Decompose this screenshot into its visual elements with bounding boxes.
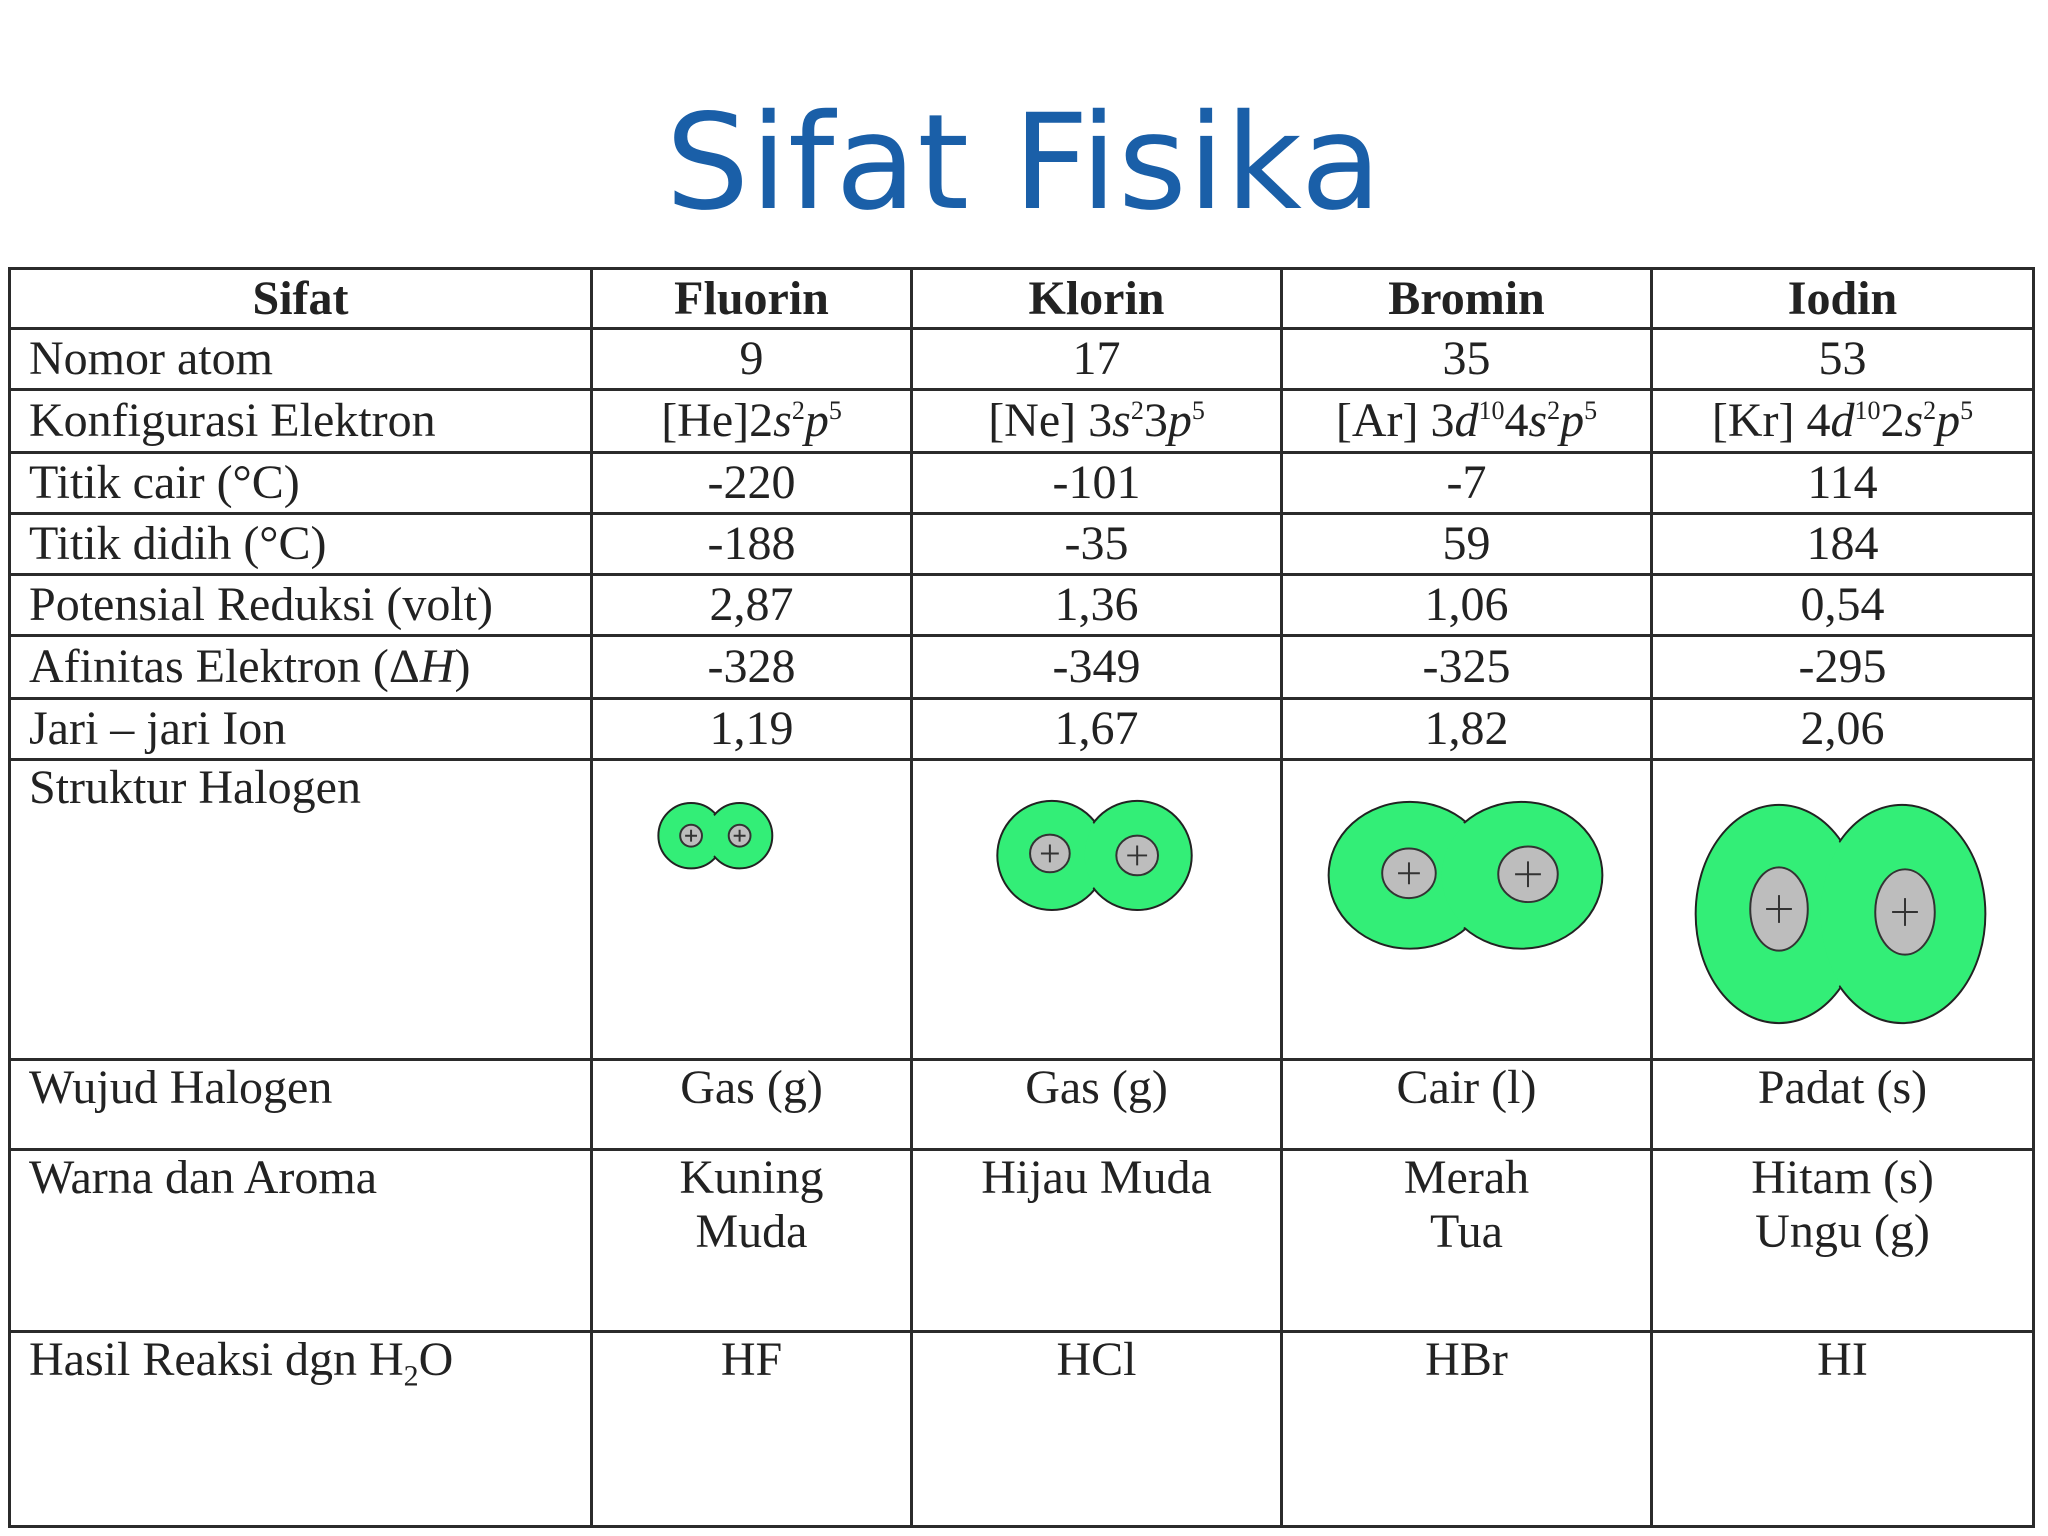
value-cell: HI	[1652, 1332, 2034, 1527]
row-wujud-halogen	[10, 1060, 2034, 1150]
config-electron-count: 2	[1923, 396, 1937, 425]
config-orbital: s	[773, 394, 792, 447]
label-text: Hasil Reaksi dgn H	[29, 1333, 404, 1386]
label-konfigurasi: Konfigurasi Elektron	[10, 390, 592, 453]
config-shell-number: 4	[1504, 394, 1529, 447]
header-sifat: Sifat	[10, 269, 592, 329]
label-text: )	[454, 640, 471, 693]
value-line: Hitam (s)	[1751, 1151, 1934, 1204]
config-orbital: s	[1112, 394, 1131, 447]
value-cell: HBr	[1282, 1332, 1652, 1527]
label-hasil-reaksi	[10, 1332, 592, 1527]
config-electron-count: 10	[1478, 396, 1505, 425]
value-cell: -325	[1282, 636, 1652, 699]
config-electron-count: 5	[1191, 396, 1205, 425]
config-shell-number: 3	[1143, 394, 1168, 447]
value-cell: 1,82	[1282, 699, 1652, 760]
label-titik-cair: Titik cair (°C)	[10, 453, 592, 514]
row-afinitas-elektron	[10, 636, 2034, 699]
config-core: [Ar] 3	[1335, 394, 1455, 447]
value-cell: HF	[592, 1332, 912, 1527]
config-cell	[912, 390, 1282, 453]
config-orbital: d	[1454, 394, 1479, 447]
header-klorin: Klorin	[912, 269, 1282, 329]
value-cell: 35	[1282, 329, 1652, 390]
value-cell: -328	[592, 636, 912, 699]
value-line: Kuning	[679, 1151, 824, 1204]
row-warna-aroma	[10, 1150, 2034, 1332]
value-line: Muda	[695, 1205, 808, 1258]
structure-cell	[1282, 760, 1652, 1060]
label-afinitas-elektron	[10, 636, 592, 699]
structure-cell	[912, 760, 1282, 1060]
value-cell	[1652, 1150, 2034, 1332]
value-cell: -35	[912, 514, 1282, 575]
label-jari-jari-ion: Jari – jari Ion	[10, 699, 592, 760]
value-cell: 1,06	[1282, 575, 1652, 636]
row-hasil-reaksi	[10, 1332, 2034, 1527]
label-italic: H	[419, 640, 455, 693]
value-cell: 9	[592, 329, 912, 390]
iodine-molecule-diagram	[1653, 761, 2032, 1058]
header-row	[10, 269, 2034, 329]
config-electron-count: 5	[1584, 396, 1598, 425]
value-line: Ungu (g)	[1755, 1205, 1930, 1258]
config-orbital: p	[1936, 394, 1961, 447]
value-cell	[592, 1150, 912, 1332]
value-cell: Gas (g)	[912, 1060, 1282, 1150]
structure-cell	[592, 760, 912, 1060]
value-cell: 53	[1652, 329, 2034, 390]
label-warna-aroma: Warna dan Aroma	[10, 1150, 592, 1332]
config-cell	[592, 390, 912, 453]
row-nomor-atom	[10, 329, 2034, 390]
row-konfigurasi	[10, 390, 2034, 453]
value-cell: -7	[1282, 453, 1652, 514]
row-jari-jari-ion	[10, 699, 2034, 760]
structure-cell	[1652, 760, 2034, 1060]
value-cell	[912, 1150, 1282, 1332]
bromine-molecule-diagram	[1283, 761, 1650, 1058]
value-cell: Padat (s)	[1652, 1060, 2034, 1150]
row-titik-didih	[10, 514, 2034, 575]
label-subscript: 2	[403, 1359, 419, 1393]
label-titik-didih: Titik didih (°C)	[10, 514, 592, 575]
label-nomor-atom: Nomor atom	[10, 329, 592, 390]
row-titik-cair	[10, 453, 2034, 514]
config-orbital: p	[804, 394, 829, 447]
value-cell: 0,54	[1652, 575, 2034, 636]
value-cell: 1,67	[912, 699, 1282, 760]
value-line: Tua	[1430, 1205, 1503, 1258]
value-cell: 114	[1652, 453, 2034, 514]
fluorine-molecule-diagram	[593, 761, 910, 1058]
label-wujud-halogen: Wujud Halogen	[10, 1060, 592, 1150]
label-potensial-reduksi: Potensial Reduksi (volt)	[10, 575, 592, 636]
value-cell: -220	[592, 453, 912, 514]
config-orbital: s	[1904, 394, 1924, 447]
header-iodin: Iodin	[1652, 269, 2034, 329]
config-core: [Kr] 4	[1711, 394, 1831, 447]
chlorine-molecule-diagram	[913, 761, 1280, 1058]
value-cell: 184	[1652, 514, 2034, 575]
header-fluorin: Fluorin	[592, 269, 912, 329]
value-cell: Cair (l)	[1282, 1060, 1652, 1150]
header-bromin: Bromin	[1282, 269, 1652, 329]
value-cell: 17	[912, 329, 1282, 390]
config-electron-count: 2	[1130, 396, 1144, 425]
config-cell	[1282, 390, 1652, 453]
config-electron-count: 2	[1547, 396, 1561, 425]
config-orbital: d	[1830, 394, 1855, 447]
config-orbital: p	[1167, 394, 1192, 447]
config-orbital: s	[1528, 394, 1548, 447]
label-struktur-halogen: Struktur Halogen	[10, 760, 592, 1060]
value-line: Merah	[1403, 1151, 1530, 1204]
value-cell: HCl	[912, 1332, 1282, 1527]
value-cell: 59	[1282, 514, 1652, 575]
value-cell: -349	[912, 636, 1282, 699]
config-electron-count: 2	[791, 396, 805, 425]
value-cell: 2,06	[1652, 699, 2034, 760]
row-potensial-reduksi	[10, 575, 2034, 636]
value-cell: 2,87	[592, 575, 912, 636]
value-cell: 1,19	[592, 699, 912, 760]
page-title: Sifat Fisika	[665, 86, 1383, 240]
value-cell: -295	[1652, 636, 2034, 699]
value-cell: -188	[592, 514, 912, 575]
config-cell	[1652, 390, 2034, 453]
label-text: O	[418, 1333, 454, 1386]
value-cell: -101	[912, 453, 1282, 514]
config-orbital: p	[1560, 394, 1585, 447]
value-cell	[1282, 1150, 1652, 1332]
config-shell-number: 2	[1880, 394, 1905, 447]
halogen-properties-table	[8, 267, 2035, 1528]
value-line: Hijau Muda	[981, 1151, 1212, 1204]
value-cell: 1,36	[912, 575, 1282, 636]
config-electron-count: 5	[1960, 396, 1974, 425]
config-electron-count: 10	[1854, 396, 1881, 425]
config-core: [Ne] 3	[988, 394, 1113, 447]
config-core: [He]2	[661, 394, 774, 447]
row-struktur-halogen	[10, 760, 2034, 1060]
config-electron-count: 5	[828, 396, 842, 425]
label-text: Afinitas Elektron (Δ	[29, 640, 420, 693]
value-cell: Gas (g)	[592, 1060, 912, 1150]
